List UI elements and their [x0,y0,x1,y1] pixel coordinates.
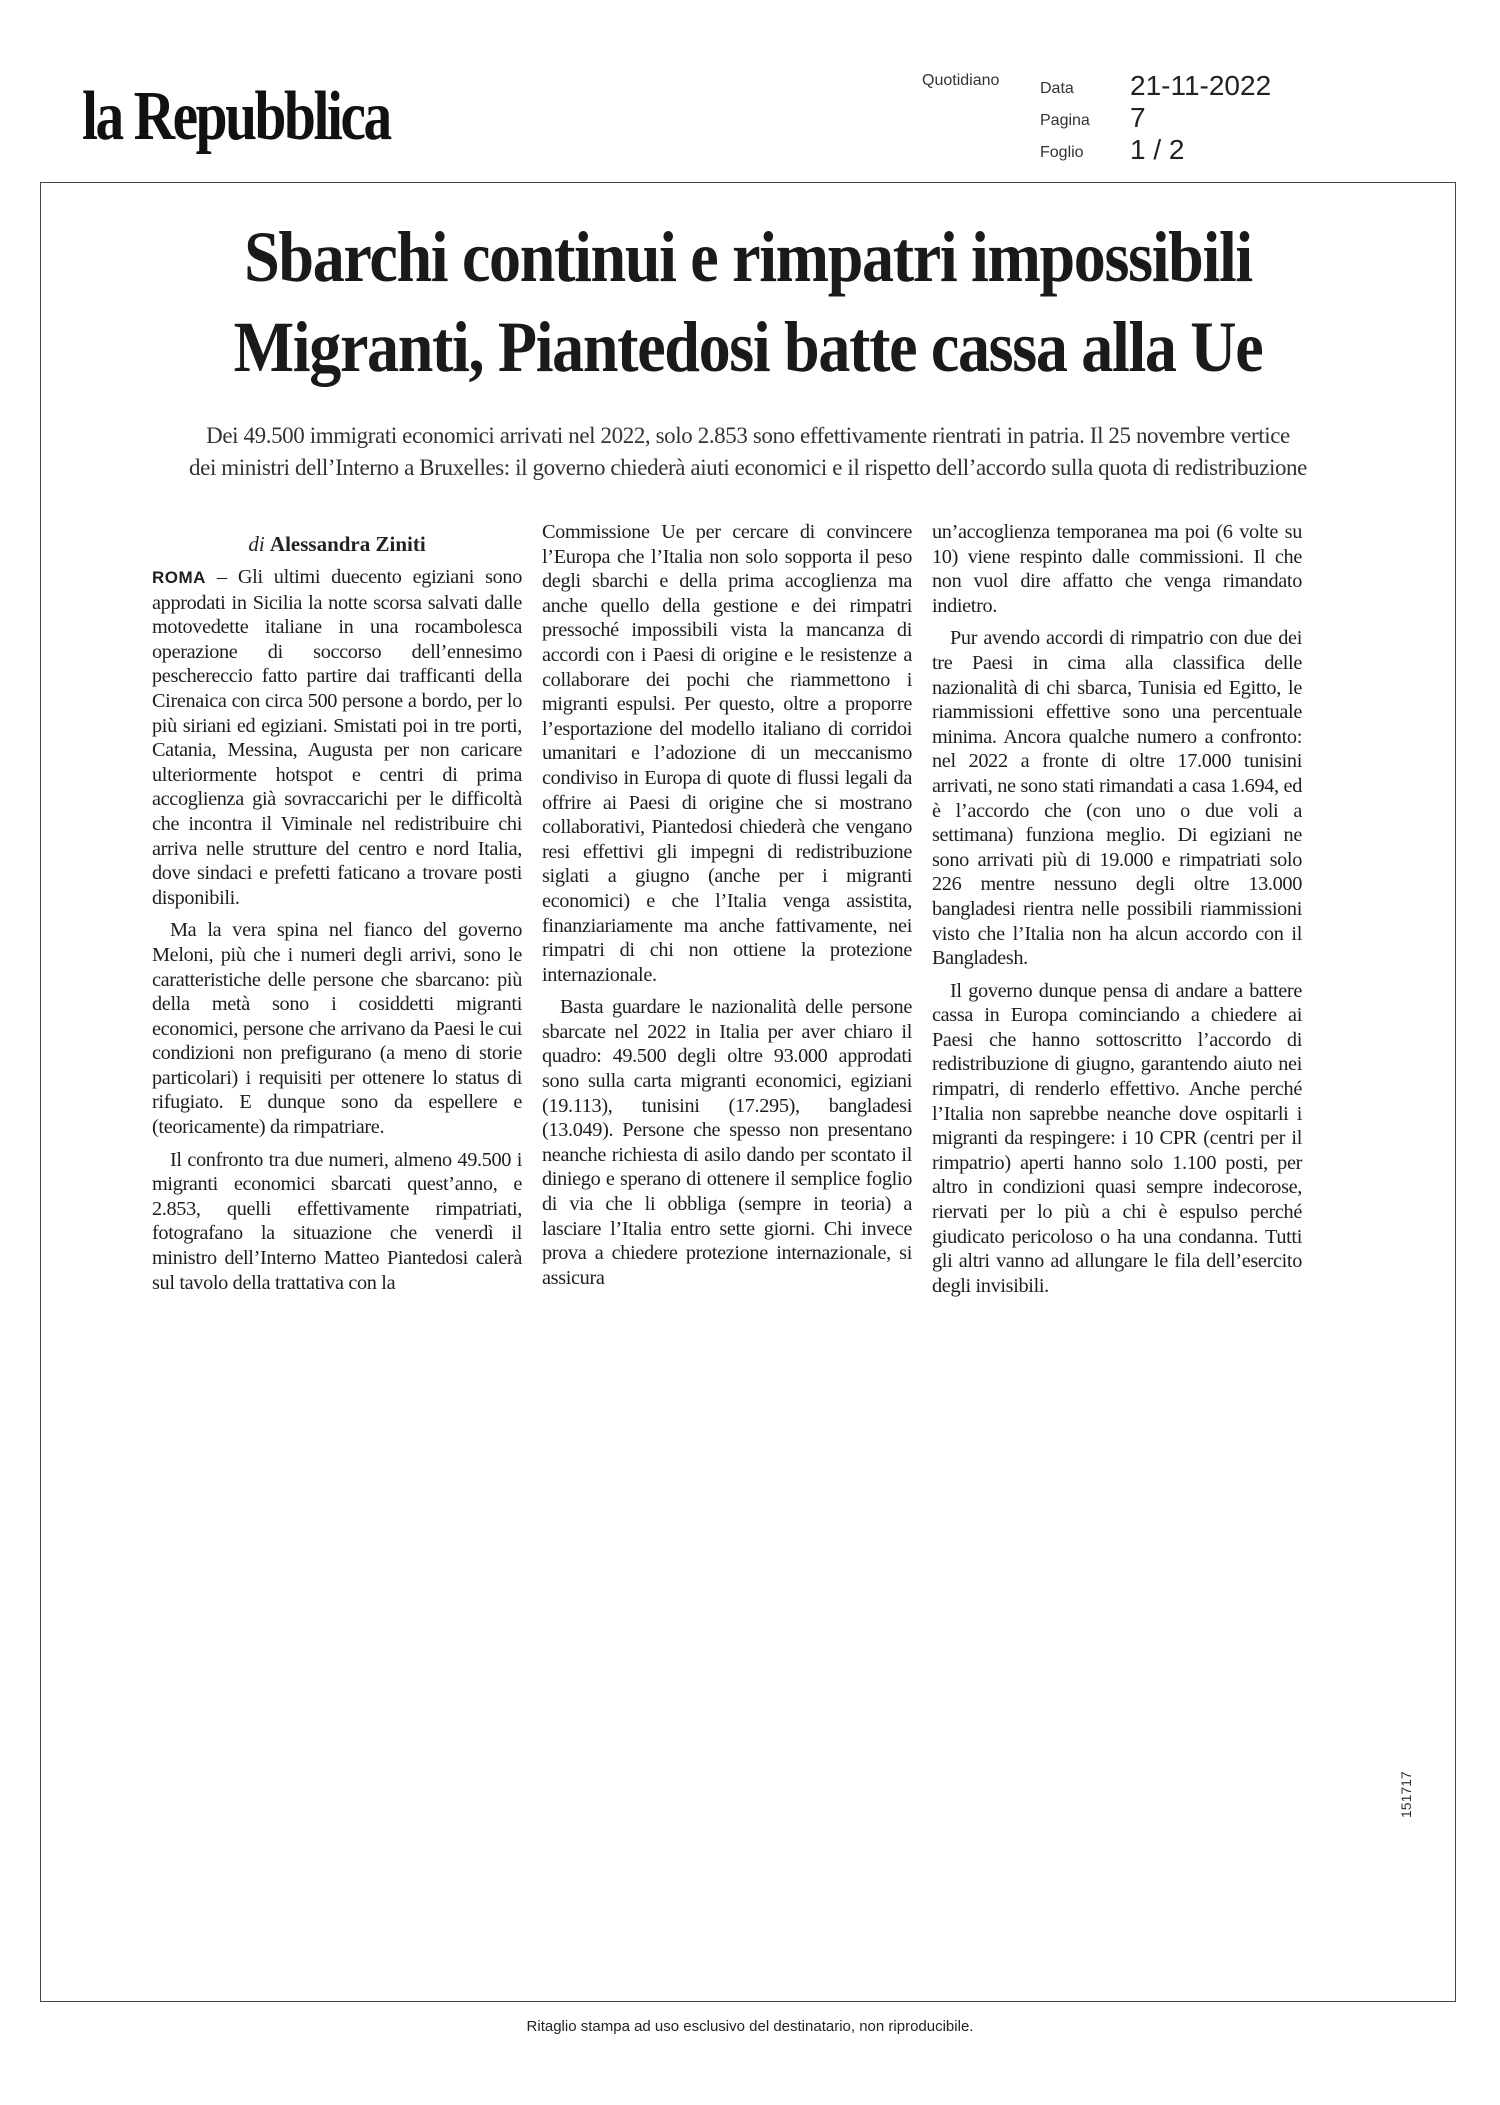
dateline: ROMA [152,568,206,587]
headline [40,212,1456,392]
paragraph: Ma la vera spina nel fianco del governo Meloni, più che i numeri degli arrivi, sono le caratteristiche delle persone che sbarcano: più della metà sono i cosiddetti migranti economici, persone che arrivano da Paesi le cui condizioni non prefigurano (a meno di storie particolari) i requisiti per ottenere lo status di rifugiato. E dunque sono da espellere e (teoricamente) da rimpatriare. [152,919,522,1139]
date-label: Data [1040,80,1074,97]
paragraph: Pur avendo accordi di rimpatrio con due dei tre Paesi in cima alla classifica delle nazionalità di chi sbarca, Tunisia ed Egitto, le riammissioni effettive sono una percentuale minima. Ancora qualche numero a confronto: nel 2022 a fronte di oltre 17.000 tunisini arrivati, ne sono stati rimandati a casa 1.694, ed è l’accordo che (con uno o due voli a settimana) funziona meglio. Di egiziani ne sono arrivati più di 19.000 e rimpatriati solo 226 mentre nessuno degli oltre 13.000 bangladesi rientra nelle possibili riammissioni visto che l’Italia non ha alcun accordo con il Bangladesh. [932,627,1302,970]
footer-notice: Ritaglio stampa ad uso esclusivo del destinatario, non riproducibile. [526,2018,974,2035]
clipping-code: 151717 [1398,1771,1414,1818]
page-label: Pagina [1040,112,1090,129]
headline-line-2: Migranti, Piantedosi batte cassa alla Ue [233,307,1263,387]
paragraph: Il confronto tra due numeri, almeno 49.500 i migranti economici sbarcati quest’anno, e 2.853, quelli effettivamente rimpatriati, fotografano la situazione che venerdì il ministro dell’Interno Matteo Piantedosi calerà sul tavolo della trattativa con la [152,1148,522,1294]
headline-line-1: Sbarchi continui e rimpatri impossibili [244,217,1252,297]
paragraph: Basta guardare le nazionalità delle persone sbarcate nel 2022 in Italia per aver chiaro il quadro: 49.500 degli oltre 93.000 approdati sono sulla carta migranti economici, egiziani (19.113), tunisini (17.295), bangladesi (13.049). Persone che spesso non presentano neanche richiesta di asilo dando per scontato il diniego e sperano di ottenere il semplice foglio di via che li obbliga (sempre in teoria) a lasciare l’Italia entro sette giorni. Chi invece prova a chiedere protezione internazionale, si assicura [542,996,912,1289]
byline-author: Alessandra Ziniti [269,532,426,556]
publication-type: Quotidiano [922,72,1000,89]
subheadline [60,420,1436,484]
masthead-logo: la Repubblica [82,78,390,155]
article-column-2 [542,520,912,1290]
sheet-label: Foglio [1040,144,1084,161]
subhead-line-1: Dei 49.500 immigrati economici arrivati nel 2022, solo 2.853 sono effettivamente rientrati in patria. Il 25 novembre vertice [206,423,1290,448]
subhead-line-2: dei ministri dell’Interno a Bruxelles: il governo chiederà aiuti economici e il rispetto dell’accordo sulla quota di redistribuzione [189,455,1307,480]
paragraph: un’accoglienza temporanea ma poi (6 volte su 10) viene respinto dalle commissioni. Il che non vuol dire affatto che venga rimandato indietro. [932,521,1302,617]
paragraph: ROMA – Gli ultimi duecento egiziani sono approdati in Sicilia la notte scorsa salvati dalle motovedette italiane in una rocambolesca operazione di soccorso dell’ennesimo peschereccio fatto partire dai trafficanti della Cirenaica con circa 500 persone a bordo, per lo più siriani ed egiziani. Smistati poi in tre porti, Catania, Messina, Augusta per non caricare ulteriormente hotspot e centri di prima accoglienza già sovraccarichi per le difficoltà che incontra il Viminale nel redistribuire chi arriva nelle strutture del centro e nord Italia, dove sindaci e prefetti faticano a trovare posti disponibili. [152,566,522,909]
date-value: 21-11-2022 [1130,70,1272,101]
paragraph: Il governo dunque pensa di andare a battere cassa in Europa cominciando a chiedere ai Paesi che hanno sottoscritto l’accordo di redistribuzione di giugno, garantendo aiuto nei rimpatri, di renderlo effettivo. Anche perché l’Italia non saprebbe neanche dove ospitarli i migranti da respingere: i 10 CPR (centri per il rimpatrio) aperti hanno solo 1.100 posti, per altro in condizioni quasi sempre indecorose, riervati per lo più a chi è espulso perché giudicato pericoloso o ha una condanna. Tutti gli altri vanno ad allungare le fila dell’esercito degli invisibili. [932,979,1302,1297]
byline [152,532,522,557]
article-column-3 [932,520,1302,1298]
page-value: 7 [1130,102,1146,133]
paragraph: Commissione Ue per cercare di convincere l’Europa che l’Italia non solo sopporta il peso degli sbarchi e della prima accoglienza ma anche quello della gestione e dei rimpatri pressoché impossibili vista la mancanza di accordi con i Paesi di origine e le resistenze a collaborare dei pochi che riammettono i migranti espulsi. Per questo, oltre a proporre l’esportazione del modello italiano di corridoi umanitari e l’adozione di un meccanismo condiviso in Europa di quote di flussi legali da offrire ai Paesi di origine che si mostrano collaborativi, Piantedosi chiederà che vengano resi effettivi gli impegni di redistribuzione siglati a giugno (anche per i migranti economici) e che l’Italia venga assistita, finanziariamente ma anche fattivamente, nei rimpatri di chi non ottiene la protezione internazionale. [542,521,912,986]
article-column-1 [152,565,522,1295]
byline-prefix: di [248,532,265,556]
sheet-value: 1 / 2 [1130,134,1185,165]
